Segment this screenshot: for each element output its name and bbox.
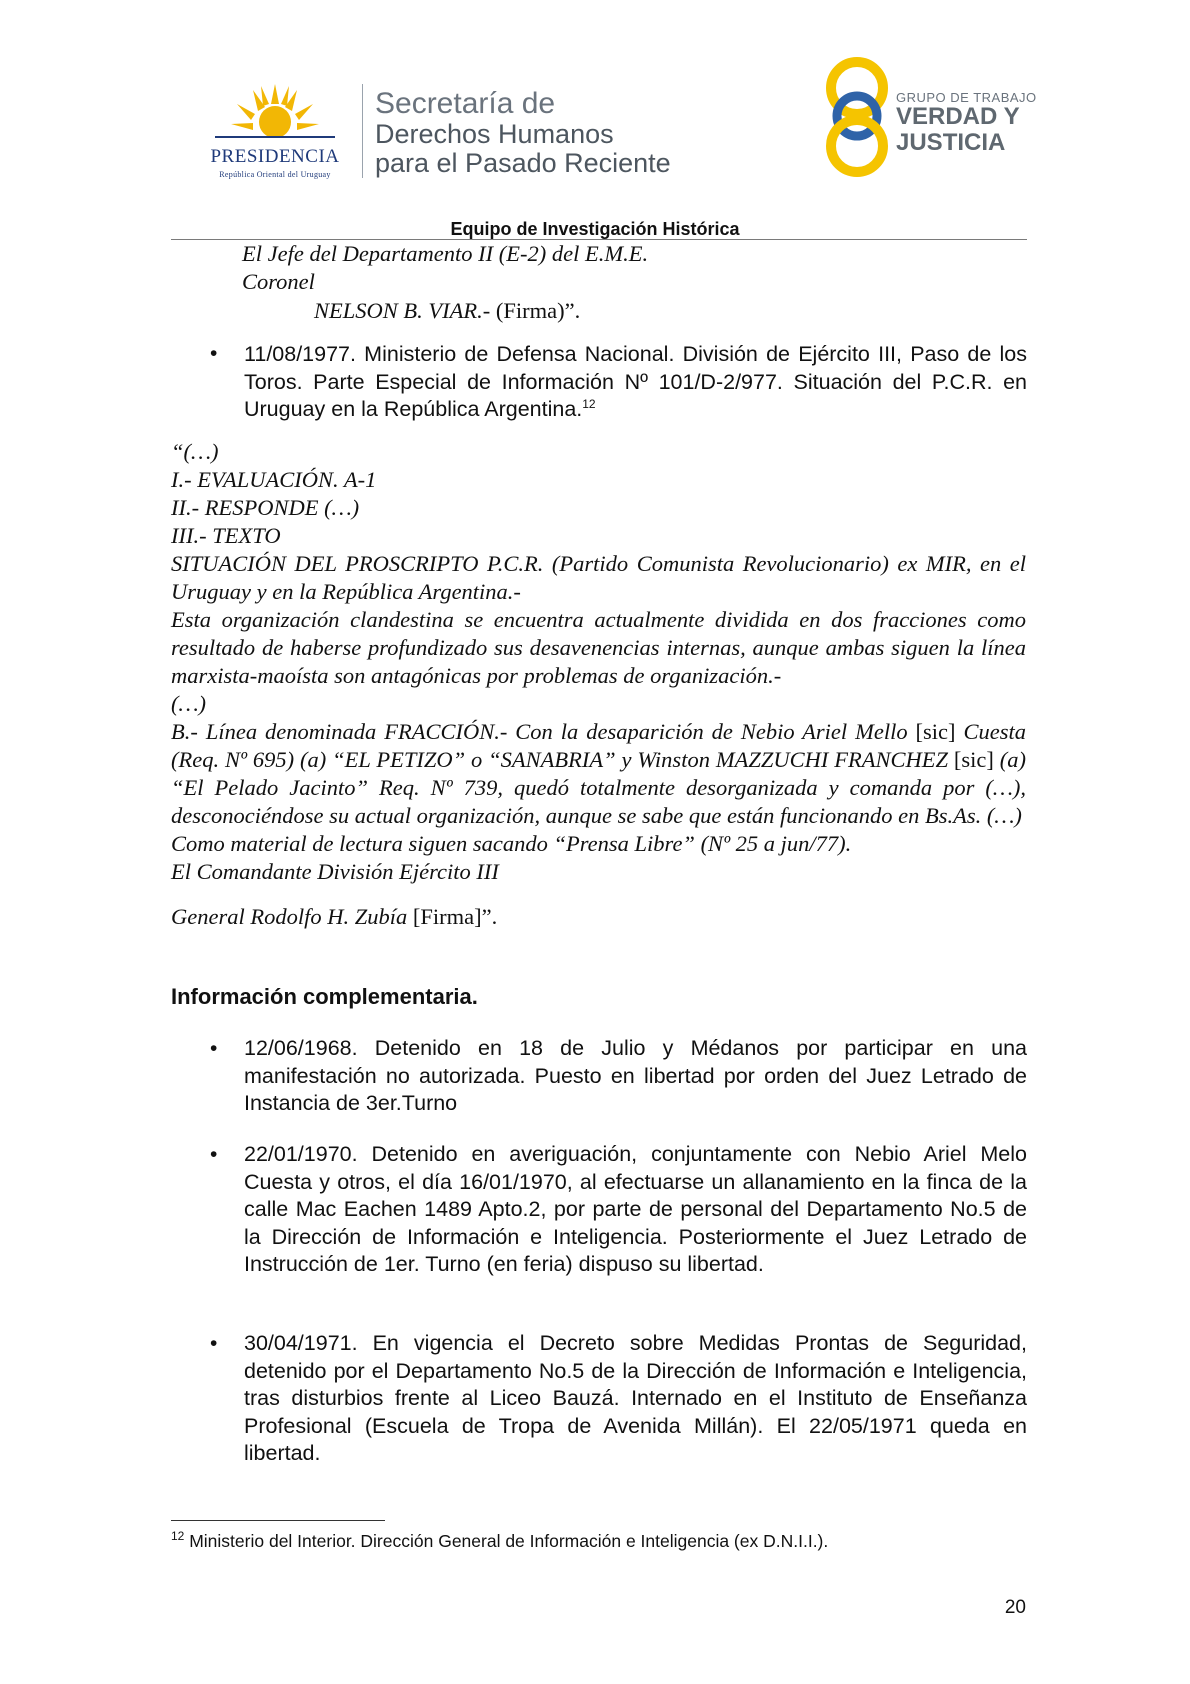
quote-paragraph-1: SITUACIÓN DEL PROSCRIPTO P.C.R. (Partido Comunista Revolucionario) ex MIR, en el Uruguay y en la República Argentina.- <box>171 551 1026 604</box>
bullet-item-3: 22/01/1970. Detenido en averiguación, conjuntamente con Nebio Ariel Melo Cuesta y otros, el día 16/01/1970, al efectuarse un allanamiento en la finca de la calle Mac Eachen 1489 Apto.2, por parte de personal del Departamento No.5 de la Dirección de Información e Inteligencia. Posteriormente el Juez Letrado de Instrucción de 1er. Turno (en feria) dispuso su libertad. <box>244 1142 1027 1276</box>
secretaria-line-2: Derechos Humanos <box>375 119 614 149</box>
bullet-item-2: 12/06/1968. Detenido en 18 de Julio y Médanos por participar en una manifestación no autorizada. Puesto en libertad por orden del Juez Letrado de Instancia de 3er.Turno <box>244 1036 1027 1115</box>
gtvj-big-text <box>896 104 1020 156</box>
quote-signature <box>171 903 1026 931</box>
bullet-dot: • <box>210 1332 218 1355</box>
signature-line-3 <box>242 296 1022 326</box>
section-title: Información complementaria. <box>171 984 478 1009</box>
verdad-justicia-logo <box>822 54 1042 179</box>
footnote-reference: 12 <box>582 396 596 411</box>
page-number: 20 <box>1004 1597 1026 1618</box>
bullet-item-1 <box>244 341 1027 424</box>
quote-paragraph-3 <box>171 718 1026 830</box>
quote-line-2: I.- EVALUACIÓN. A-1 <box>171 467 377 492</box>
presidencia-wordmark: PRESIDENCIA <box>210 146 340 167</box>
general-name: General Rodolfo H. Zubía <box>171 904 408 929</box>
top-signature <box>242 240 1022 326</box>
secretaria-line-1: Secretaría de <box>375 87 556 120</box>
presidencia-subtitle: República Oriental del Uruguay <box>219 170 331 179</box>
signature-name: NELSON B. VIAR.- <box>314 298 491 323</box>
quote-line-4: III.- TEXTO <box>171 523 281 548</box>
footnote-number: 12 <box>171 1529 185 1544</box>
secretaria-line-3: para el Pasado Reciente <box>375 148 671 178</box>
bullet-item-4: 30/04/1971. En vigencia el Decreto sobre Medidas Prontas de Seguridad, detenido por el Departamento No.5 de la Dirección de Información e Inteligencia, tras disturbios frente al Liceo Bauzá. Internado en el Instituto de Enseñanza Profesional (Escuela de Tropa de Avenida Millán). El 22/05/1971 queda en libertad. <box>244 1331 1027 1465</box>
general-firma: [Firma]”. <box>407 904 498 929</box>
signature-firma: (Firma)”. <box>490 298 581 323</box>
quote-paragraph-4: Como material de lectura siguen sacando “Prensa Libre” (Nº 25 a jun/77). <box>171 831 852 856</box>
presidencia-logo <box>195 78 360 183</box>
rings-icon <box>822 54 892 179</box>
gtvj-small-text: GRUPO DE TRABAJO <box>896 90 1037 105</box>
quote-line-5: (…) <box>171 691 206 716</box>
quote-p3-part-b: Cuesta (Req. Nº 695) (a) “EL PETIZO” o “SANABRIA” y Winston MAZZUCHI FRANCHEZ <box>171 719 1026 772</box>
team-heading: Equipo de Investigación Histórica <box>450 219 740 239</box>
quote-line-1: “(…) <box>171 439 219 464</box>
quote-p3-part-c: (a) “El Pelado Jacinto” Req. Nº 739, quedó totalmente desorganizada y comanda por (…), desconociéndose su actual organización, aunque se sabe que están funcionando en Bs.As. (…) <box>171 747 1026 828</box>
quote-paragraph-5: El Comandante División Ejército III <box>171 859 499 884</box>
bullet-dot: • <box>210 342 218 365</box>
signature-line-1: El Jefe del Departamento II (E-2) del E.M.E. <box>242 241 649 266</box>
bullet-dot: • <box>210 1037 218 1060</box>
sun-emblem-icon <box>195 78 355 148</box>
sic-marker: [sic] <box>915 719 956 744</box>
bullet-dot: • <box>210 1143 218 1166</box>
quote-paragraph-2: Esta organización clandestina se encuentra actualmente dividida en dos fracciones como resultado de haberse profundizado sus desavenencias internas, aunque ambas siguen la línea marxista-maoísta son antagónicas por problemas de organización.- <box>171 607 1026 688</box>
bullet-item-1-text: 11/08/1977. Ministerio de Defensa Nacional. División de Ejército III, Paso de los Toros. Parte Especial de Información Nº 101/D-2/977. Situación del P.C.R. en Uruguay en la República Argentina. <box>244 342 1027 421</box>
gtvj-line-1: VERDAD Y <box>896 103 1020 130</box>
secretaria-title <box>375 88 671 178</box>
logo-divider <box>362 84 363 178</box>
sic-marker: [sic] <box>953 747 994 772</box>
quote-block <box>171 438 1026 931</box>
footnote-rule <box>171 1520 385 1521</box>
footnote <box>171 1530 828 1552</box>
signature-line-2: Coronel <box>242 269 315 294</box>
quote-line-3: II.- RESPONDE (…) <box>171 495 360 520</box>
quote-p3-part-a: B.- Línea denominada FRACCIÓN.- Con la desaparición de Nebio Ariel Mello <box>171 719 916 744</box>
footnote-text: Ministerio del Interior. Dirección General de Información e Inteligencia (ex D.N.I.I.). <box>184 1531 829 1551</box>
gtvj-line-2: JUSTICIA <box>896 129 1006 156</box>
